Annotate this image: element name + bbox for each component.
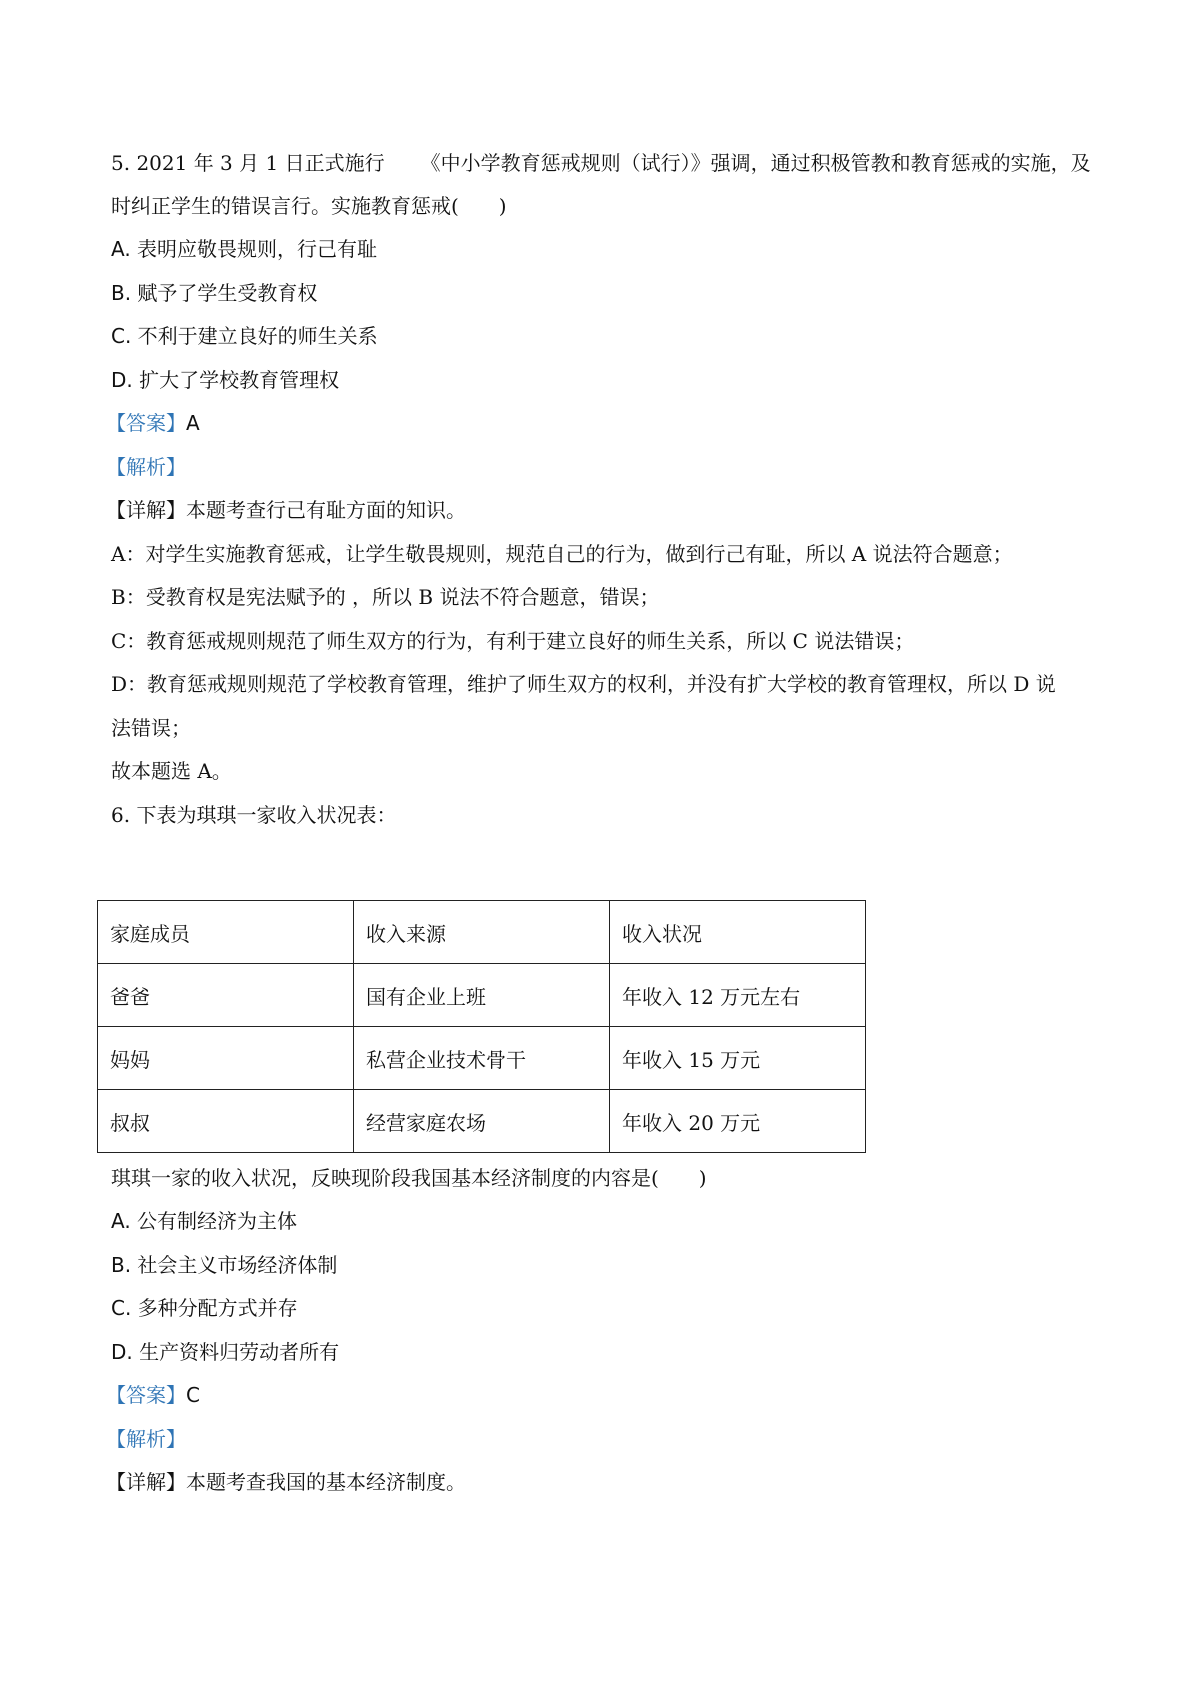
q5-analysis-label: 【解析】 — [106, 455, 186, 479]
q5-answer — [106, 409, 200, 437]
q6-question: 琪琪一家的收入状况，反映现阶段我国基本经济制度的内容是( ) — [111, 1166, 707, 1190]
table-cell: 年收入 12 万元左右 — [610, 964, 866, 1027]
q5-conclusion: 故本题选 A。 — [111, 759, 232, 783]
q5-detail: 【详解】本题考查行己有耻方面的知识。 — [106, 498, 466, 522]
table-row — [98, 1027, 866, 1090]
q6-answer-value: C — [186, 1383, 200, 1407]
header-family-member: 家庭成员 — [98, 901, 354, 964]
q6-stem: 6. 下表为琪琪一家收入状况表： — [111, 803, 397, 827]
q6-analysis-label: 【解析】 — [106, 1427, 186, 1451]
q5-answer-label: 【答案】 — [106, 411, 186, 435]
q5-explanation-a: A：对学生实施教育惩戒，让学生敬畏规则，规范自己的行为，做到行己有耻，所以 A 说法符合题意； — [111, 542, 1013, 566]
q5-option-a: A. 表明应敬畏规则，行己有耻 — [111, 237, 378, 261]
table-row — [98, 1090, 866, 1153]
header-income-status: 收入状况 — [610, 901, 866, 964]
q5-stem-line-2: 时纠正学生的错误言行。实施教育惩戒( ) — [111, 194, 507, 218]
q6-answer-label: 【答案】 — [106, 1383, 186, 1407]
q5-stem-part-b: 《中小学教育惩戒规则（试行）》强调，通过积极管教和教育惩戒的实施，及 — [420, 151, 1091, 175]
table-cell: 妈妈 — [98, 1027, 354, 1090]
q6-option-d: D. 生产资料归劳动者所有 — [111, 1340, 340, 1364]
q5-answer-value: A — [186, 411, 200, 435]
q5-explanation-d: D：教育惩戒规则规范了学校教育管理，维护了师生双方的权利，并没有扩大学校的教育管理权，所以 D 说 — [111, 672, 1056, 696]
table-cell: 叔叔 — [98, 1090, 354, 1153]
q6-option-b: B. 社会主义市场经济体制 — [111, 1253, 338, 1277]
table-cell: 私营企业技术骨干 — [354, 1027, 610, 1090]
q5-option-c: C. 不利于建立良好的师生关系 — [111, 324, 378, 348]
q5-option-d: D. 扩大了学校教育管理权 — [111, 368, 340, 392]
q6-detail: 【详解】本题考查我国的基本经济制度。 — [106, 1470, 466, 1494]
table-header-row — [98, 901, 866, 964]
table-cell: 国有企业上班 — [354, 964, 610, 1027]
q5-stem-part-a: 5. 2021 年 3 月 1 日正式施行 — [111, 151, 385, 175]
table-cell: 爸爸 — [98, 964, 354, 1027]
q6-option-c: C. 多种分配方式并存 — [111, 1296, 298, 1320]
q6-answer — [106, 1381, 200, 1409]
income-table — [97, 900, 866, 1153]
header-income-source: 收入来源 — [354, 901, 610, 964]
q6-option-a: A. 公有制经济为主体 — [111, 1209, 298, 1233]
q5-explanation-b: B：受教育权是宪法赋予的 ，所以 B 说法不符合题意，错误； — [111, 585, 660, 609]
table-cell: 年收入 20 万元 — [610, 1090, 866, 1153]
q5-stem-line-1 — [111, 149, 1091, 177]
q5-explanation-c: C：教育惩戒规则规范了师生双方的行为，有利于建立良好的师生关系，所以 C 说法错误； — [111, 629, 915, 653]
q5-explanation-d-cont: 法错误； — [111, 716, 191, 740]
q5-option-b: B. 赋予了学生受教育权 — [111, 281, 318, 305]
table-cell: 经营家庭农场 — [354, 1090, 610, 1153]
table-cell: 年收入 15 万元 — [610, 1027, 866, 1090]
table-row — [98, 964, 866, 1027]
